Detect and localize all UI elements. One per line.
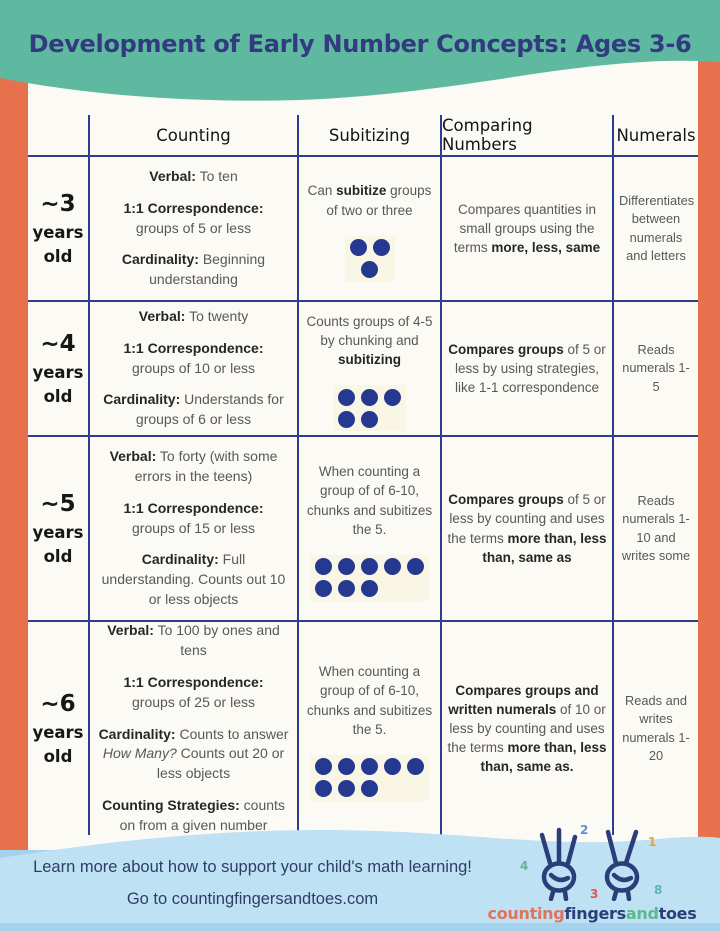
age-label-5: ~5 years old — [28, 435, 88, 620]
counting-cardinality: Cardinality: Understands for groups of 6 or less — [103, 391, 284, 428]
comparing-text: Compares quantities in small groups using the terms more, less, same — [453, 201, 601, 256]
subitizing-dots — [310, 555, 429, 601]
cell-numerals-age3 — [612, 155, 698, 300]
dot — [407, 758, 424, 775]
cell-comparing-age4 — [440, 300, 612, 435]
counting-correspondence: 1:1 Correspondence: groups of 10 or less — [123, 339, 264, 376]
comparing-text: Compares groups of 5 or less by using strategies, like 1-1 correspondence — [448, 341, 606, 396]
footer-line1: Learn more about how to support your child's math learning! — [33, 857, 472, 876]
dot — [407, 558, 424, 575]
counting-cardinality: Cardinality: Counts to answer How Many? Counts out 20 or less objects — [98, 725, 289, 782]
right-orange-border — [698, 0, 720, 931]
footer-line2: Go to countingfingersandtoes.com — [126, 889, 379, 908]
cell-comparing-age5 — [440, 435, 612, 620]
left-orange-border — [0, 0, 28, 931]
cell-numerals-age6 — [612, 620, 698, 835]
development-table — [28, 115, 698, 835]
cell-numerals-age5 — [612, 435, 698, 620]
dot — [315, 580, 332, 597]
dot — [361, 261, 378, 278]
counting-verbal: Verbal: To ten — [149, 167, 238, 184]
logo-word-fingers: fingers — [564, 904, 626, 923]
dot — [338, 780, 355, 797]
cell-comparing-age3 — [440, 155, 612, 300]
dot — [361, 389, 378, 406]
counting-verbal: Verbal: To twenty — [138, 307, 249, 324]
logo-digit-8: 8 — [654, 883, 663, 897]
column-header-numerals: Numerals — [612, 115, 698, 155]
subitizing-text: When counting a group of of 6-10, chunks and subitizes the 5. — [306, 464, 433, 537]
logo-wordmark — [482, 904, 702, 923]
countingfingersandtoes-logo — [482, 825, 702, 925]
subitizing-text: Counts groups of 4-5 by chunking and subitizing — [306, 313, 433, 368]
dot — [373, 239, 390, 256]
counting-strategies: Counting Strategies: counts on from a given number — [102, 797, 285, 834]
cell-numerals-age4 — [612, 300, 698, 435]
numerals-text: Reads numerals 1-5 — [622, 342, 690, 394]
comparing-text: Compares groups of 5 or less by counting and uses the terms more than, less than, same as — [447, 492, 607, 565]
dot — [338, 389, 355, 406]
logo-digit-1: 1 — [648, 835, 657, 849]
dot — [361, 580, 378, 597]
dot — [338, 411, 355, 428]
age-label-6: ~6 years old — [28, 620, 88, 835]
dot — [384, 389, 401, 406]
page-title: Development of Early Number Concepts: Ages 3-6 — [28, 30, 692, 58]
counting-cardinality: Cardinality: Beginning understanding — [121, 251, 266, 288]
logo-word-counting: counting — [487, 904, 565, 923]
logo-digit-4: 4 — [520, 859, 529, 873]
column-header-counting: Counting — [88, 115, 297, 155]
dot — [338, 758, 355, 775]
footer-message — [30, 851, 475, 915]
logo-word-toes: toes — [658, 904, 697, 923]
column-header-comparing: Comparing Numbers — [440, 115, 612, 155]
cell-subitizing-age5 — [297, 435, 440, 620]
numerals-text: Reads numerals 1-10 and writes some — [621, 493, 691, 563]
dot — [384, 558, 401, 575]
dot — [361, 411, 378, 428]
dot — [350, 239, 367, 256]
counting-correspondence: 1:1 Correspondence: groups of 5 or less — [123, 199, 264, 236]
counting-verbal: Verbal: To 100 by ones and tens — [107, 622, 280, 658]
cell-counting-age3 — [88, 155, 297, 300]
dot — [315, 558, 332, 575]
logo-word-and: and — [625, 904, 659, 923]
dot — [315, 758, 332, 775]
cell-counting-age6 — [88, 620, 297, 835]
logo-digit-2: 2 — [580, 823, 589, 837]
header-age-spacer — [28, 115, 88, 155]
column-header-subitizing: Subitizing — [297, 115, 440, 155]
cell-comparing-age6 — [440, 620, 612, 835]
subitizing-text: When counting a group of of 6-10, chunks and subitizes the 5. — [306, 664, 433, 737]
age-label-4: ~4 years old — [28, 300, 88, 435]
dot — [338, 580, 355, 597]
age-label-3: ~3 years old — [28, 155, 88, 300]
cell-counting-age4 — [88, 300, 297, 435]
counting-correspondence: 1:1 Correspondence: groups of 25 or less — [123, 673, 264, 710]
subitizing-dots — [345, 236, 395, 282]
dot — [361, 558, 378, 575]
logo-digit-3: 3 — [590, 887, 599, 901]
dot — [361, 758, 378, 775]
counting-verbal: Verbal: To forty (with some errors in the teens) — [109, 447, 278, 484]
subitizing-dots — [333, 385, 406, 431]
cell-subitizing-age6 — [297, 620, 440, 835]
comparing-text: Compares groups and written numerals of 10 or less by counting and uses the terms more than, less than, same as. — [447, 682, 607, 775]
subitizing-text: Can subitize groups of two or three — [307, 183, 432, 218]
dot — [361, 780, 378, 797]
cell-subitizing-age3 — [297, 155, 440, 300]
cell-counting-age5 — [88, 435, 297, 620]
cell-subitizing-age4 — [297, 300, 440, 435]
numerals-text: Reads and writes numerals 1-20 — [622, 693, 690, 763]
dot — [338, 558, 355, 575]
counting-cardinality: Cardinality: Full understanding. Counts out 10 or less objects — [101, 551, 286, 608]
counting-correspondence: 1:1 Correspondence: groups of 15 or less — [123, 499, 264, 536]
dot — [384, 758, 401, 775]
subitizing-dots — [310, 755, 429, 801]
numerals-text: Differentiates between numerals and letters — [619, 193, 695, 263]
dot — [315, 780, 332, 797]
